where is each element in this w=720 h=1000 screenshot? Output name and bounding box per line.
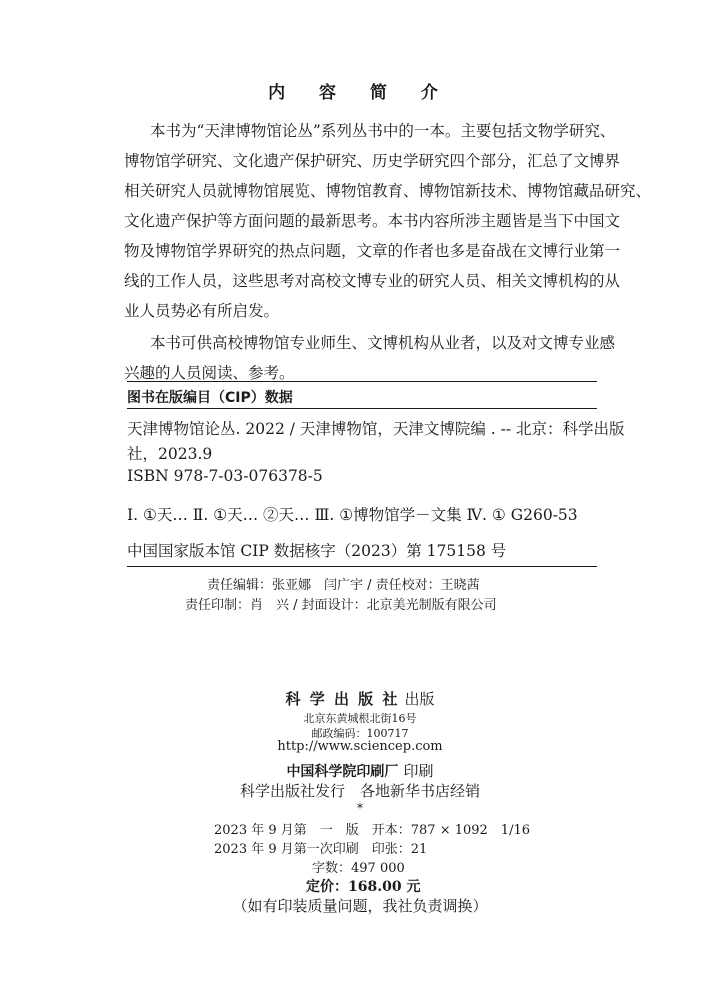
- intro-line: 业人员势必有所启发。: [124, 302, 280, 320]
- edition-line: 2023 年 9 月第 一 版 开本：787 × 1092 1/16: [214, 823, 530, 838]
- publisher-name: 科 学 出 版 社: [285, 690, 400, 708]
- intro-line: 物及博物馆学界研究的热点问题，文章的作者也多是奋战在文博行业第一: [124, 242, 621, 260]
- quality-note: （如有印装质量问题，我社负责调换）: [232, 897, 488, 915]
- publisher-suffix: 出版: [404, 690, 435, 708]
- intro-line: 线的工作人员，这些思考对高校文博专业的研究人员、相关文博机构的从: [124, 272, 621, 290]
- intro-line: 本书为“天津博物馆论丛”系列丛书中的一本。主要包括文物学研究、: [150, 122, 616, 140]
- cip-title-line: 社，2023.9: [127, 445, 213, 463]
- cip-title-line: 天津博物馆论丛. 2022 / 天津博物馆，天津文博院编 . -- 北京：科学出版: [127, 420, 625, 438]
- printer-name: 中国科学院印刷厂: [286, 764, 399, 780]
- publisher-url: http://www.sciencep.com: [277, 739, 443, 754]
- cip-heading-rule: [127, 408, 597, 409]
- credits-production: 责任印制：肖 兴 / 封面设计：北京美光制版有限公司: [185, 598, 497, 613]
- printer-line: [0, 760, 720, 781]
- credits-editors: 责任编辑：张亚娜 闫广宇 / 责任校对：王晓茜: [207, 578, 480, 593]
- intro-line: 文化遗产保护等方面问题的最新思考。本书内容所涉主题皆是当下中国文: [124, 212, 621, 230]
- publisher-address: 北京东黄城根北街16号: [303, 712, 417, 725]
- separator-star: *: [357, 801, 363, 815]
- publisher-line: [0, 688, 720, 709]
- printer-suffix: 印刷: [403, 762, 434, 780]
- distribution-line: 科学出版社发行 各地新华书店经销: [239, 782, 480, 800]
- word-count: 字数：497 000: [312, 861, 405, 876]
- cip-record: 中国国家版本馆 CIP 数据核字（2023）第 175158 号: [127, 542, 507, 560]
- intro-line: 本书可供高校博物馆专业师生、文博机构从业者，以及对文博专业感: [150, 334, 616, 352]
- publisher-postcode: 邮政编码：100717: [311, 727, 409, 740]
- cip-isbn: ISBN 978-7-03-076378-5: [127, 467, 323, 485]
- intro-line: 相关研究人员就博物馆展览、博物馆教育、博物馆新技术、博物馆藏品研究、: [124, 182, 652, 200]
- cip-bottom-rule: [127, 566, 597, 567]
- cip-classification: Ⅰ. ①天… Ⅱ. ①天… ②天… Ⅲ. ①博物馆学－文集 Ⅳ. ① G260-53: [127, 506, 578, 524]
- cip-top-rule: [127, 381, 597, 382]
- intro-line: 博物馆学研究、文化遗产保护研究、历史学研究四个部分，汇总了文博界: [124, 152, 621, 170]
- printing-line: 2023 年 9 月第一次印刷 印张：21: [214, 842, 428, 857]
- page-title: 内 容 简 介: [268, 83, 452, 103]
- cip-heading: 图书在版编目（CIP）数据: [127, 390, 293, 406]
- intro-line: 兴趣的人员阅读、参考。: [124, 364, 295, 382]
- price: 定价：168.00 元: [306, 879, 421, 895]
